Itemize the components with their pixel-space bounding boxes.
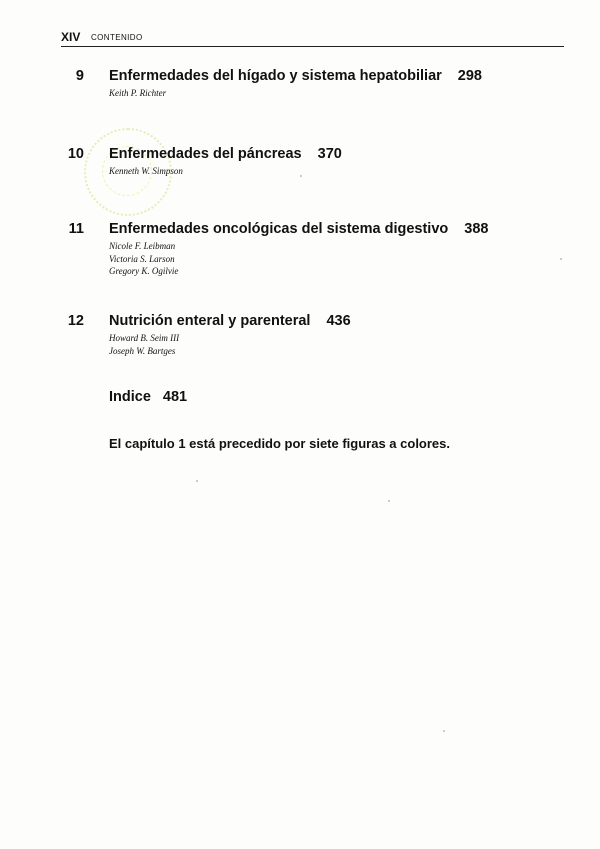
chapter-number: 11 — [68, 221, 84, 237]
chapter-number: 12 — [67, 313, 84, 329]
chapter-authors — [109, 87, 166, 100]
running-header — [61, 30, 564, 47]
index-label: Indice — [109, 389, 151, 405]
chapter-title-line — [109, 313, 351, 329]
scan-speck — [388, 500, 390, 502]
scan-speck — [300, 175, 302, 177]
chapter-page: 370 — [317, 146, 342, 162]
chapter-page: 298 — [457, 68, 482, 84]
author-name: Victoria S. Larson — [109, 253, 175, 264]
chapter-authors — [109, 332, 179, 357]
chapter-title: Nutrición enteral y parenteral — [109, 313, 311, 329]
author-name: Nicole F. Leibman — [109, 241, 176, 251]
scan-speck — [560, 258, 562, 260]
author-name: Keith P. Richter — [109, 88, 167, 98]
chapter-page: 436 — [326, 313, 351, 329]
author-name: Joseph W. Bartges — [109, 345, 176, 356]
scan-speck — [443, 730, 445, 732]
index-page: 481 — [162, 389, 188, 405]
chapter-title-line — [109, 146, 342, 162]
author-name: Howard B. Seim III — [109, 333, 180, 343]
chapter-title: Enfermedades del páncreas — [109, 146, 302, 162]
author-name: Gregory K. Ogilvie — [109, 266, 179, 276]
chapter-title: Enfermedades oncológicas del sistema digestivo — [109, 221, 449, 237]
chapter-number: 9 — [75, 68, 84, 84]
index-entry — [109, 389, 187, 405]
chapter-number: 10 — [67, 146, 84, 162]
chapter-authors — [109, 165, 183, 178]
chapter-title-line — [109, 68, 482, 84]
page-number: XIV — [61, 30, 81, 44]
color-figures-note: El capítulo 1 está precedido por siete figuras a colores. — [109, 436, 450, 451]
scan-speck — [196, 480, 198, 482]
chapter-title: Enfermedades del hígado y sistema hepatobiliar — [109, 68, 442, 84]
chapter-title-line — [109, 221, 488, 237]
author-name: Kenneth W. Simpson — [109, 166, 183, 176]
chapter-authors — [109, 240, 178, 278]
section-label: CONTENIDO — [91, 33, 143, 42]
chapter-page: 388 — [464, 221, 489, 237]
